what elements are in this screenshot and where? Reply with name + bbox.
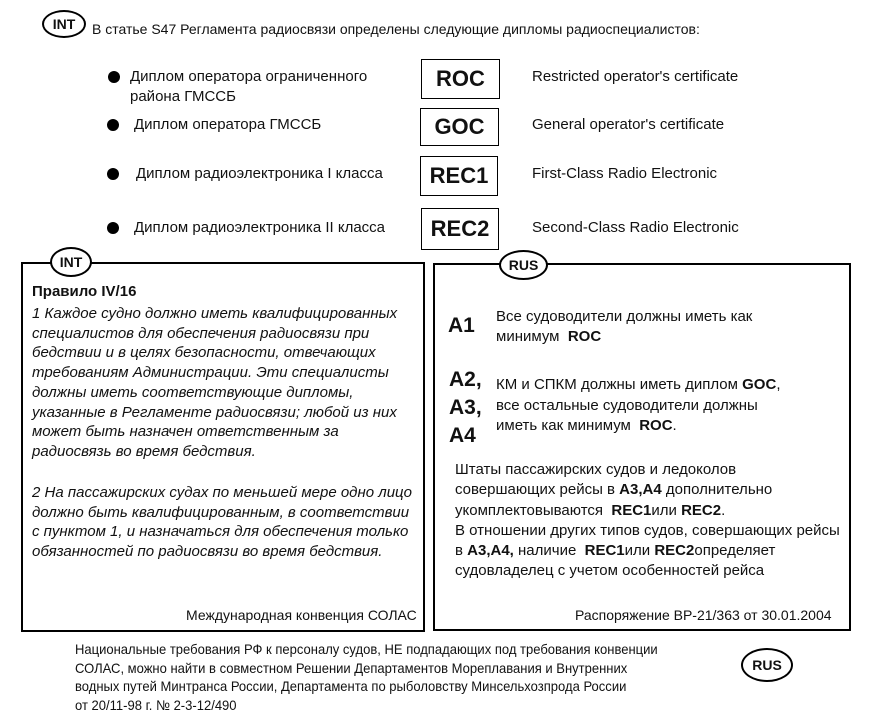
int-badge-top: INT [42,10,86,38]
area-a4: A4 [449,424,476,447]
cert-code-goc: GOC [420,108,499,146]
footer-note [75,640,689,714]
area-a1: A1 [448,314,475,337]
staff-t5: В отношении других типов судов, совершающих рейсы в [455,521,840,560]
a234-cert-1: GOC [742,376,777,393]
staff-b2: REC1 [611,501,652,519]
footer-line-2: СОЛАС, можно найти в совместном Решении Департаментов Мореплавания и Внутренних [75,659,628,676]
rus-badge-footer: RUS [741,648,793,682]
a1-text-body: Все судоводители должны иметь как минимум [496,308,753,345]
bullet-icon [107,222,119,234]
footer-line-3: водных путей Минтранса России, Департамента по рыболовству Минсельхозпрода России [75,678,627,694]
cert-ru-roc: Диплом оператора ограниченного района ГМССБ [130,68,368,105]
staff-b3: REC2 [681,501,722,519]
footer-line-4: от 20/11-98 г. № 2-3-12/490 [75,696,237,713]
staff-b4: A3,A4, [467,542,514,560]
staff-t6: наличие [513,542,577,560]
rule-paragraph-1: 1 Каждое судно должно иметь квалифицированных специалистов для обеспечения радиосвязи при бедствии и в целях безопасности, отвечающих требованиям Администрации. Эти специалисты должны иметь соответствующие дипломы, указанные в Регламенте радиосвязи; любой из них может быть назначен ответственным за радиосвязь во время бедствия. [32,305,398,460]
staff-t2: дополнительно укомплектовываются [455,481,773,519]
bullet-icon [108,71,120,83]
bullet-icon [107,119,119,131]
a234-text-2: , все остальные судоводители должны иметь как минимум [496,376,781,434]
cert-code-rec2: REC2 [421,208,499,250]
int-source: Международная конвенция СОЛАС [186,607,417,623]
footer-line-1: Национальные требования РФ к персоналу судов, НЕ подпадающих под требования конвенции [75,641,658,657]
a1-cert: ROC [567,328,602,345]
staff-t3: или [651,501,677,519]
rule-paragraph-2: 2 На пассажирских судах по меньшей мере одно лицо должно быть квалифицированным, в соответствии с пунктом 1, и назначаться для обеспечения только обязанностей по радиосвязи во время бедствия. [32,484,412,561]
a234-end: . [672,417,677,434]
staff-b5: REC1 [584,542,625,560]
cert-en-roc: Restricted operator's certificate [532,68,739,85]
cert-code-roc: ROC [421,59,500,99]
rus-source: Распоряжение ВР-21/363 от 30.01.2004 [575,607,832,623]
intro-text: В статье S47 Регламента радиосвязи определены следующие дипломы радиоспециалистов: [92,21,700,37]
cert-ru-goc: Диплом оператора ГМССБ [134,116,322,133]
cert-en-goc: General operator's certificate [532,116,725,133]
rule-title: Правило IV/16 [32,283,137,300]
a1-text [496,307,796,347]
staff-t1: Штаты пассажирских судов и ледоколов совершающих рейсы в [455,461,737,499]
int-badge-panel: INT [50,247,92,277]
cert-en-rec1: First-Class Radio Electronic [532,165,718,182]
a234-text [496,375,796,437]
staff-t4: . [721,501,726,519]
area-a3: A3, [449,396,482,419]
a234-text-1: КМ и СПКМ должны иметь диплом [496,376,738,393]
cert-en-rec2: Second-Class Radio Electronic [532,219,739,236]
a234-cert-2: ROC [639,417,673,434]
staff-t8: определяет судовладелец с учетом особенностей рейса [455,542,776,580]
staff-b6: REC2 [654,542,695,560]
rus-badge-panel: RUS [499,250,548,280]
cert-ru-rec2: Диплом радиоэлектроника II класса [134,219,386,236]
staff-t7: или [624,542,651,560]
staff-text [455,460,840,582]
cert-ru-rec1: Диплом радиоэлектроника I класса [136,165,383,182]
area-a2: A2, [449,368,482,391]
bullet-icon [107,168,119,180]
cert-code-rec1: REC1 [420,156,498,196]
staff-b1: A3,A4 [619,481,662,499]
